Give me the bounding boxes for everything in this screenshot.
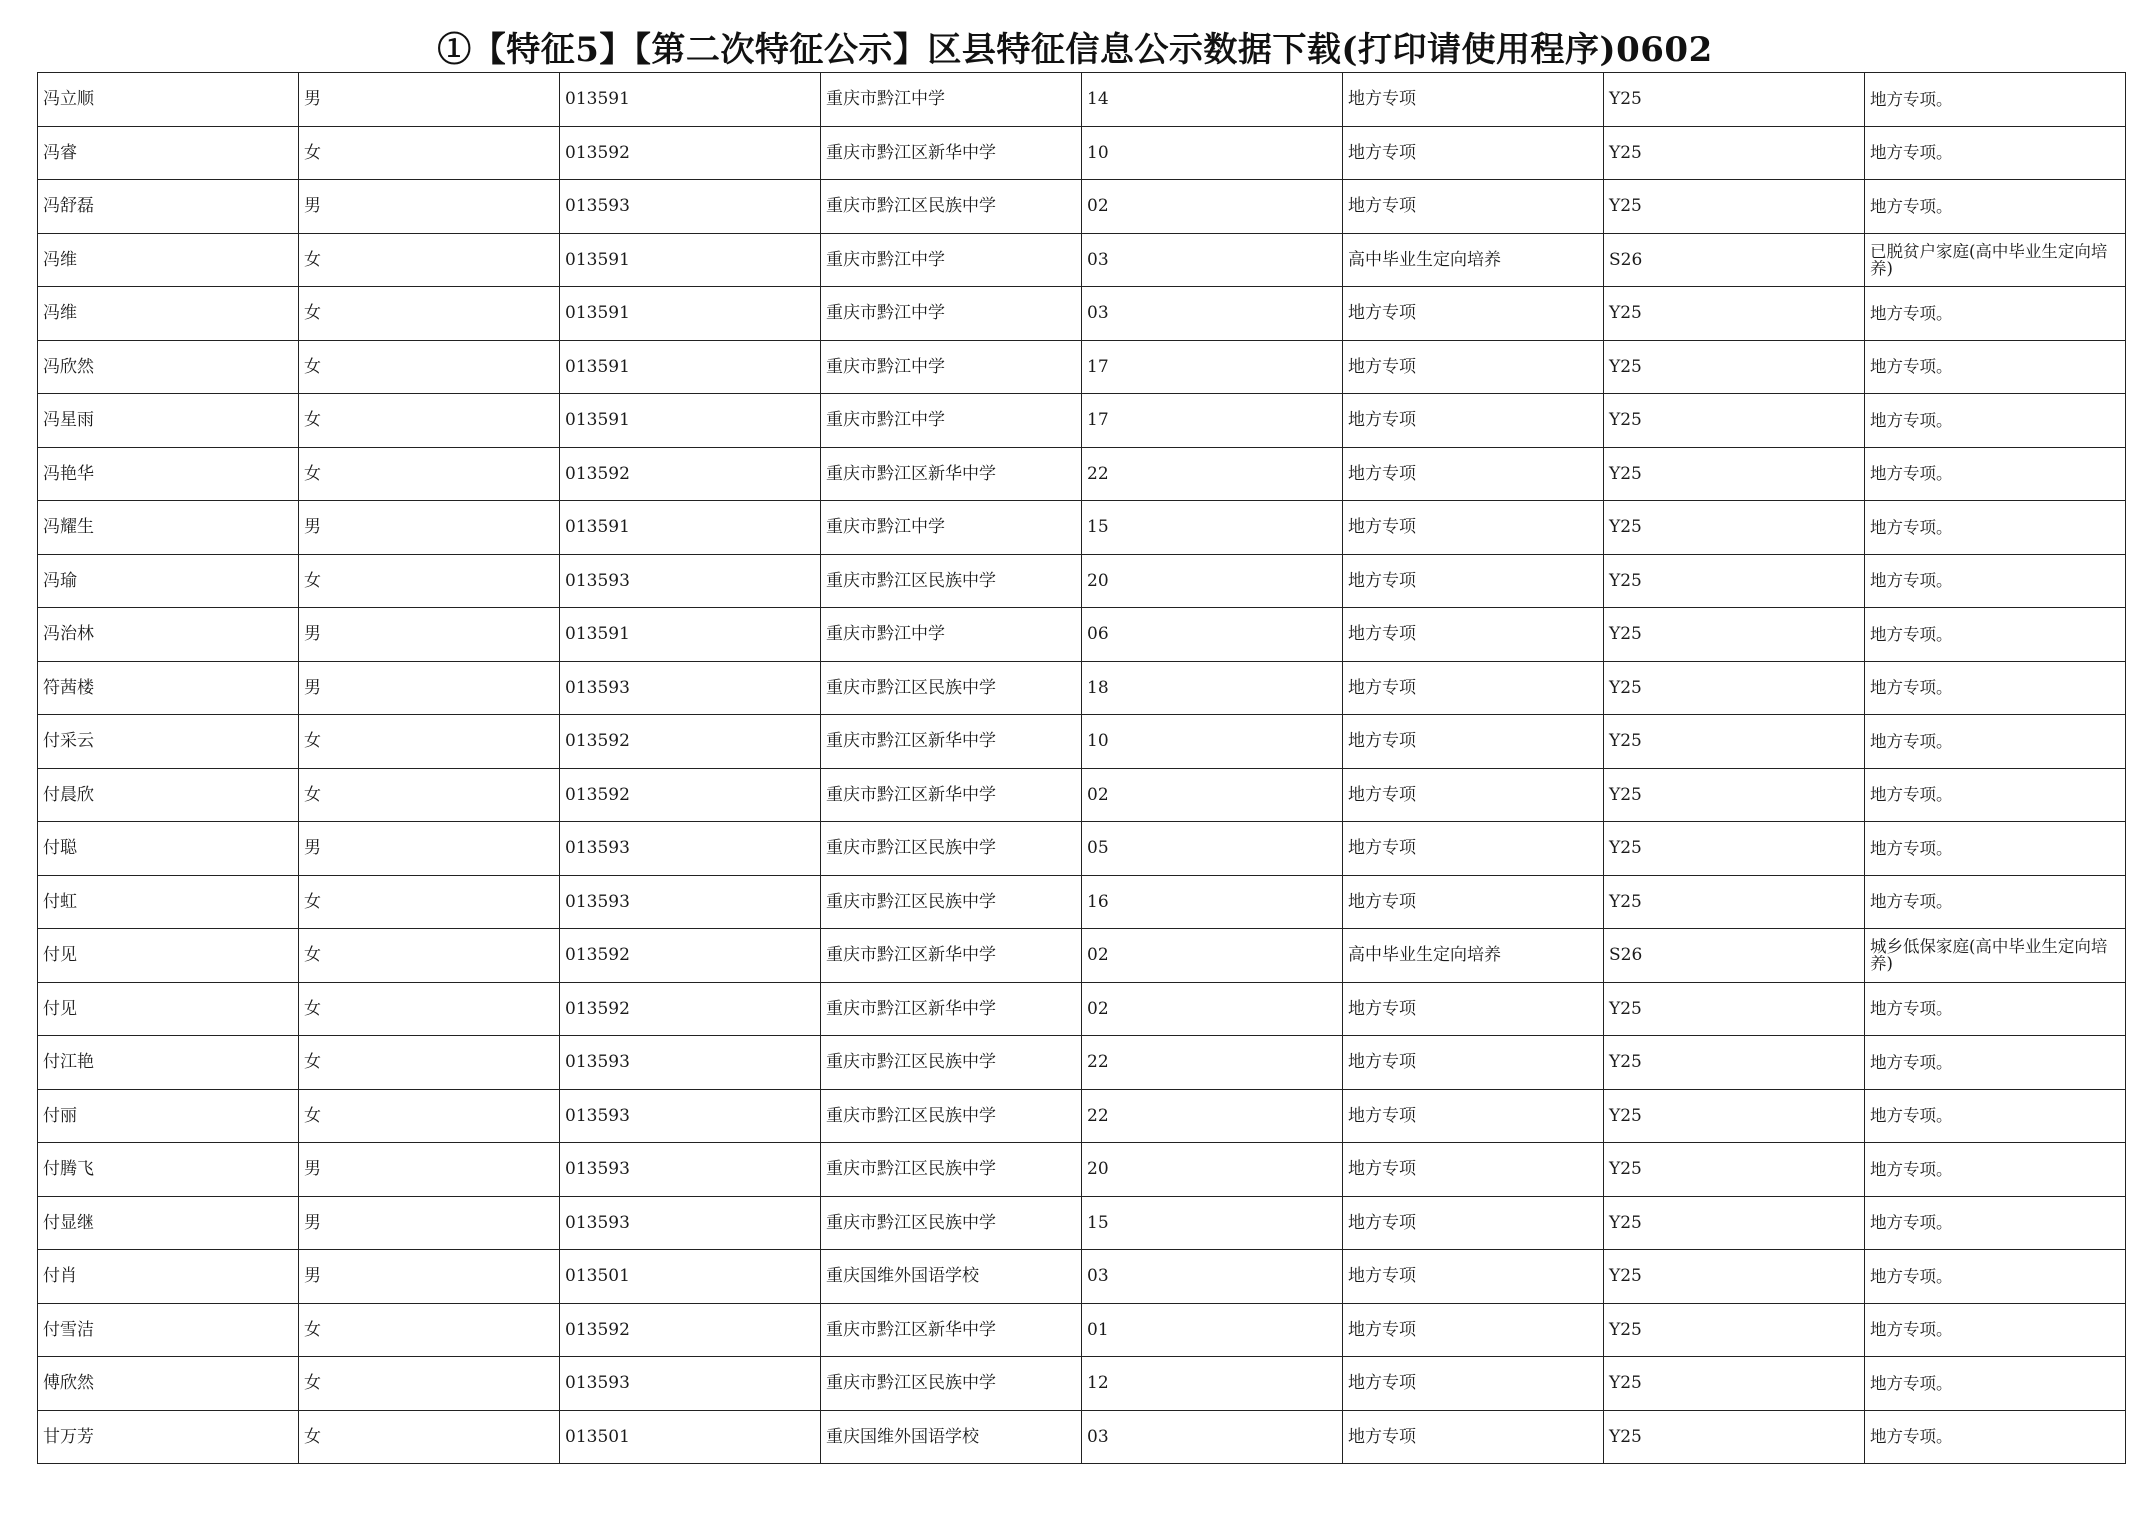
class-cell: 03 bbox=[1082, 1250, 1343, 1304]
category-code-cell: Y25 bbox=[1604, 1196, 1865, 1250]
school-name-cell: 重庆市黔江中学 bbox=[821, 501, 1082, 555]
note-cell: 地方专项。 bbox=[1865, 982, 2126, 1036]
gender-cell: 女 bbox=[299, 715, 560, 769]
school-name-cell: 重庆市黔江中学 bbox=[821, 233, 1082, 287]
school-code-cell: 013591 bbox=[560, 340, 821, 394]
name-cell: 付采云 bbox=[38, 715, 299, 769]
school-code-cell: 013593 bbox=[560, 1357, 821, 1411]
class-cell: 03 bbox=[1082, 287, 1343, 341]
class-cell: 18 bbox=[1082, 661, 1343, 715]
category-code-cell: Y25 bbox=[1604, 608, 1865, 662]
school-name-cell: 重庆市黔江区民族中学 bbox=[821, 1196, 1082, 1250]
table-row bbox=[38, 929, 2126, 983]
category-cell: 地方专项 bbox=[1343, 715, 1604, 769]
note-cell: 地方专项。 bbox=[1865, 1410, 2126, 1464]
note-cell: 地方专项。 bbox=[1865, 394, 2126, 448]
school-code-cell: 013501 bbox=[560, 1250, 821, 1304]
school-code-cell: 013593 bbox=[560, 661, 821, 715]
name-cell: 付聪 bbox=[38, 822, 299, 876]
table-row bbox=[38, 394, 2126, 448]
class-cell: 10 bbox=[1082, 715, 1343, 769]
category-code-cell: Y25 bbox=[1604, 875, 1865, 929]
category-cell: 地方专项 bbox=[1343, 126, 1604, 180]
table-row bbox=[38, 1357, 2126, 1411]
class-cell: 22 bbox=[1082, 1036, 1343, 1090]
category-cell: 地方专项 bbox=[1343, 1410, 1604, 1464]
class-cell: 02 bbox=[1082, 929, 1343, 983]
school-name-cell: 重庆市黔江中学 bbox=[821, 340, 1082, 394]
note-cell: 地方专项。 bbox=[1865, 180, 2126, 234]
table-row bbox=[38, 126, 2126, 180]
category-code-cell: Y25 bbox=[1604, 1143, 1865, 1197]
category-cell: 地方专项 bbox=[1343, 1250, 1604, 1304]
school-name-cell: 重庆市黔江中学 bbox=[821, 394, 1082, 448]
table-row bbox=[38, 554, 2126, 608]
gender-cell: 女 bbox=[299, 1410, 560, 1464]
name-cell: 付见 bbox=[38, 929, 299, 983]
category-cell: 地方专项 bbox=[1343, 73, 1604, 127]
school-code-cell: 013593 bbox=[560, 1196, 821, 1250]
class-cell: 22 bbox=[1082, 447, 1343, 501]
name-cell: 冯睿 bbox=[38, 126, 299, 180]
gender-cell: 女 bbox=[299, 233, 560, 287]
category-cell: 地方专项 bbox=[1343, 1357, 1604, 1411]
school-code-cell: 013501 bbox=[560, 1410, 821, 1464]
category-code-cell: Y25 bbox=[1604, 1303, 1865, 1357]
name-cell: 符茜楼 bbox=[38, 661, 299, 715]
school-name-cell: 重庆市黔江区民族中学 bbox=[821, 661, 1082, 715]
category-cell: 地方专项 bbox=[1343, 394, 1604, 448]
table-row bbox=[38, 875, 2126, 929]
table-row bbox=[38, 715, 2126, 769]
roster-body bbox=[38, 73, 2126, 1464]
school-code-cell: 013592 bbox=[560, 715, 821, 769]
category-code-cell: Y25 bbox=[1604, 822, 1865, 876]
category-cell: 地方专项 bbox=[1343, 1036, 1604, 1090]
category-code-cell: Y25 bbox=[1604, 126, 1865, 180]
class-cell: 03 bbox=[1082, 233, 1343, 287]
school-code-cell: 013591 bbox=[560, 608, 821, 662]
name-cell: 冯维 bbox=[38, 287, 299, 341]
school-code-cell: 013593 bbox=[560, 822, 821, 876]
school-name-cell: 重庆国维外国语学校 bbox=[821, 1250, 1082, 1304]
category-cell: 地方专项 bbox=[1343, 554, 1604, 608]
table-row bbox=[38, 287, 2126, 341]
note-cell: 地方专项。 bbox=[1865, 447, 2126, 501]
table-row bbox=[38, 1089, 2126, 1143]
note-cell: 城乡低保家庭(高中毕业生定向培养) bbox=[1865, 929, 2126, 983]
note-cell: 地方专项。 bbox=[1865, 554, 2126, 608]
table-row bbox=[38, 1036, 2126, 1090]
school-code-cell: 013593 bbox=[560, 875, 821, 929]
name-cell: 付雪洁 bbox=[38, 1303, 299, 1357]
gender-cell: 男 bbox=[299, 822, 560, 876]
class-cell: 20 bbox=[1082, 554, 1343, 608]
school-name-cell: 重庆市黔江区新华中学 bbox=[821, 126, 1082, 180]
gender-cell: 男 bbox=[299, 1143, 560, 1197]
school-code-cell: 013592 bbox=[560, 982, 821, 1036]
name-cell: 付江艳 bbox=[38, 1036, 299, 1090]
gender-cell: 女 bbox=[299, 768, 560, 822]
name-cell: 冯耀生 bbox=[38, 501, 299, 555]
note-cell: 地方专项。 bbox=[1865, 768, 2126, 822]
note-cell: 地方专项。 bbox=[1865, 1250, 2126, 1304]
gender-cell: 男 bbox=[299, 661, 560, 715]
name-cell: 冯瑜 bbox=[38, 554, 299, 608]
gender-cell: 女 bbox=[299, 126, 560, 180]
school-name-cell: 重庆市黔江区民族中学 bbox=[821, 875, 1082, 929]
school-code-cell: 013591 bbox=[560, 233, 821, 287]
school-name-cell: 重庆市黔江区新华中学 bbox=[821, 447, 1082, 501]
category-cell: 地方专项 bbox=[1343, 1143, 1604, 1197]
gender-cell: 女 bbox=[299, 929, 560, 983]
name-cell: 冯立顺 bbox=[38, 73, 299, 127]
school-code-cell: 013592 bbox=[560, 1303, 821, 1357]
school-code-cell: 013593 bbox=[560, 1143, 821, 1197]
school-name-cell: 重庆市黔江区民族中学 bbox=[821, 180, 1082, 234]
class-cell: 16 bbox=[1082, 875, 1343, 929]
gender-cell: 男 bbox=[299, 73, 560, 127]
school-code-cell: 013592 bbox=[560, 126, 821, 180]
note-cell: 地方专项。 bbox=[1865, 1143, 2126, 1197]
school-code-cell: 013593 bbox=[560, 554, 821, 608]
school-name-cell: 重庆市黔江区民族中学 bbox=[821, 1357, 1082, 1411]
school-code-cell: 013591 bbox=[560, 394, 821, 448]
school-name-cell: 重庆市黔江中学 bbox=[821, 73, 1082, 127]
category-code-cell: Y25 bbox=[1604, 180, 1865, 234]
class-cell: 14 bbox=[1082, 73, 1343, 127]
category-cell: 地方专项 bbox=[1343, 661, 1604, 715]
class-cell: 05 bbox=[1082, 822, 1343, 876]
gender-cell: 女 bbox=[299, 287, 560, 341]
category-cell: 地方专项 bbox=[1343, 1303, 1604, 1357]
category-code-cell: Y25 bbox=[1604, 768, 1865, 822]
category-code-cell: S26 bbox=[1604, 233, 1865, 287]
name-cell: 冯维 bbox=[38, 233, 299, 287]
table-row bbox=[38, 73, 2126, 127]
table-row bbox=[38, 340, 2126, 394]
class-cell: 01 bbox=[1082, 1303, 1343, 1357]
page-title: ①【特征5】【第二次特征公示】区县特征信息公示数据下载(打印请使用程序)0602 bbox=[437, 30, 1713, 70]
school-name-cell: 重庆市黔江区新华中学 bbox=[821, 715, 1082, 769]
note-cell: 地方专项。 bbox=[1865, 608, 2126, 662]
note-cell: 地方专项。 bbox=[1865, 715, 2126, 769]
school-name-cell: 重庆市黔江区新华中学 bbox=[821, 929, 1082, 983]
class-cell: 12 bbox=[1082, 1357, 1343, 1411]
class-cell: 03 bbox=[1082, 1410, 1343, 1464]
category-cell: 高中毕业生定向培养 bbox=[1343, 233, 1604, 287]
school-code-cell: 013591 bbox=[560, 287, 821, 341]
note-cell: 地方专项。 bbox=[1865, 126, 2126, 180]
category-code-cell: Y25 bbox=[1604, 661, 1865, 715]
school-name-cell: 重庆市黔江区民族中学 bbox=[821, 822, 1082, 876]
category-code-cell: Y25 bbox=[1604, 287, 1865, 341]
note-cell: 地方专项。 bbox=[1865, 340, 2126, 394]
note-cell: 地方专项。 bbox=[1865, 501, 2126, 555]
category-code-cell: Y25 bbox=[1604, 394, 1865, 448]
category-code-cell: Y25 bbox=[1604, 1036, 1865, 1090]
name-cell: 付显继 bbox=[38, 1196, 299, 1250]
note-cell: 地方专项。 bbox=[1865, 1357, 2126, 1411]
gender-cell: 女 bbox=[299, 1089, 560, 1143]
name-cell: 冯艳华 bbox=[38, 447, 299, 501]
school-name-cell: 重庆市黔江区民族中学 bbox=[821, 1036, 1082, 1090]
category-cell: 地方专项 bbox=[1343, 768, 1604, 822]
category-cell: 地方专项 bbox=[1343, 608, 1604, 662]
gender-cell: 女 bbox=[299, 554, 560, 608]
school-name-cell: 重庆市黔江中学 bbox=[821, 608, 1082, 662]
name-cell: 付虹 bbox=[38, 875, 299, 929]
note-cell: 地方专项。 bbox=[1865, 73, 2126, 127]
table-row bbox=[38, 768, 2126, 822]
class-cell: 02 bbox=[1082, 982, 1343, 1036]
class-cell: 17 bbox=[1082, 394, 1343, 448]
class-cell: 02 bbox=[1082, 768, 1343, 822]
name-cell: 傅欣然 bbox=[38, 1357, 299, 1411]
name-cell: 甘万芳 bbox=[38, 1410, 299, 1464]
category-cell: 地方专项 bbox=[1343, 1196, 1604, 1250]
school-code-cell: 013592 bbox=[560, 768, 821, 822]
gender-cell: 女 bbox=[299, 394, 560, 448]
category-cell: 高中毕业生定向培养 bbox=[1343, 929, 1604, 983]
category-code-cell: Y25 bbox=[1604, 1089, 1865, 1143]
table-row bbox=[38, 1303, 2126, 1357]
school-name-cell: 重庆市黔江区新华中学 bbox=[821, 768, 1082, 822]
gender-cell: 女 bbox=[299, 1303, 560, 1357]
table-row bbox=[38, 1143, 2126, 1197]
category-cell: 地方专项 bbox=[1343, 447, 1604, 501]
category-cell: 地方专项 bbox=[1343, 982, 1604, 1036]
school-name-cell: 重庆市黔江区新华中学 bbox=[821, 982, 1082, 1036]
gender-cell: 女 bbox=[299, 340, 560, 394]
category-code-cell: S26 bbox=[1604, 929, 1865, 983]
class-cell: 20 bbox=[1082, 1143, 1343, 1197]
category-code-cell: Y25 bbox=[1604, 715, 1865, 769]
category-cell: 地方专项 bbox=[1343, 180, 1604, 234]
gender-cell: 男 bbox=[299, 1250, 560, 1304]
table-row bbox=[38, 1410, 2126, 1464]
table-row bbox=[38, 233, 2126, 287]
note-cell: 地方专项。 bbox=[1865, 1303, 2126, 1357]
note-cell: 已脱贫户家庭(高中毕业生定向培养) bbox=[1865, 233, 2126, 287]
name-cell: 付肖 bbox=[38, 1250, 299, 1304]
note-cell: 地方专项。 bbox=[1865, 287, 2126, 341]
school-code-cell: 013592 bbox=[560, 447, 821, 501]
gender-cell: 女 bbox=[299, 982, 560, 1036]
school-code-cell: 013592 bbox=[560, 929, 821, 983]
school-name-cell: 重庆国维外国语学校 bbox=[821, 1410, 1082, 1464]
category-cell: 地方专项 bbox=[1343, 340, 1604, 394]
class-cell: 15 bbox=[1082, 1196, 1343, 1250]
gender-cell: 女 bbox=[299, 1357, 560, 1411]
gender-cell: 男 bbox=[299, 608, 560, 662]
table-row bbox=[38, 1196, 2126, 1250]
category-cell: 地方专项 bbox=[1343, 287, 1604, 341]
table-row bbox=[38, 447, 2126, 501]
note-cell: 地方专项。 bbox=[1865, 822, 2126, 876]
table-row bbox=[38, 982, 2126, 1036]
name-cell: 付丽 bbox=[38, 1089, 299, 1143]
category-code-cell: Y25 bbox=[1604, 340, 1865, 394]
category-cell: 地方专项 bbox=[1343, 875, 1604, 929]
category-code-cell: Y25 bbox=[1604, 1357, 1865, 1411]
name-cell: 冯欣然 bbox=[38, 340, 299, 394]
category-cell: 地方专项 bbox=[1343, 1089, 1604, 1143]
name-cell: 冯舒磊 bbox=[38, 180, 299, 234]
category-code-cell: Y25 bbox=[1604, 73, 1865, 127]
table-row bbox=[38, 1250, 2126, 1304]
class-cell: 22 bbox=[1082, 1089, 1343, 1143]
gender-cell: 男 bbox=[299, 501, 560, 555]
table-row bbox=[38, 180, 2126, 234]
name-cell: 冯星雨 bbox=[38, 394, 299, 448]
category-code-cell: Y25 bbox=[1604, 447, 1865, 501]
name-cell: 付见 bbox=[38, 982, 299, 1036]
table-row bbox=[38, 661, 2126, 715]
name-cell: 付晨欣 bbox=[38, 768, 299, 822]
gender-cell: 女 bbox=[299, 1036, 560, 1090]
school-name-cell: 重庆市黔江中学 bbox=[821, 287, 1082, 341]
gender-cell: 女 bbox=[299, 875, 560, 929]
table-row bbox=[38, 608, 2126, 662]
table-row bbox=[38, 501, 2126, 555]
category-code-cell: Y25 bbox=[1604, 554, 1865, 608]
class-cell: 10 bbox=[1082, 126, 1343, 180]
school-code-cell: 013593 bbox=[560, 1036, 821, 1090]
school-code-cell: 013593 bbox=[560, 1089, 821, 1143]
name-cell: 付腾飞 bbox=[38, 1143, 299, 1197]
school-name-cell: 重庆市黔江区民族中学 bbox=[821, 1089, 1082, 1143]
note-cell: 地方专项。 bbox=[1865, 661, 2126, 715]
school-code-cell: 013593 bbox=[560, 180, 821, 234]
category-cell: 地方专项 bbox=[1343, 501, 1604, 555]
class-cell: 17 bbox=[1082, 340, 1343, 394]
gender-cell: 男 bbox=[299, 180, 560, 234]
class-cell: 06 bbox=[1082, 608, 1343, 662]
gender-cell: 男 bbox=[299, 1196, 560, 1250]
roster-table bbox=[37, 72, 2126, 1464]
note-cell: 地方专项。 bbox=[1865, 1196, 2126, 1250]
category-code-cell: Y25 bbox=[1604, 1410, 1865, 1464]
school-code-cell: 013591 bbox=[560, 501, 821, 555]
note-cell: 地方专项。 bbox=[1865, 1036, 2126, 1090]
gender-cell: 女 bbox=[299, 447, 560, 501]
category-cell: 地方专项 bbox=[1343, 822, 1604, 876]
table-row bbox=[38, 822, 2126, 876]
school-name-cell: 重庆市黔江区民族中学 bbox=[821, 1143, 1082, 1197]
note-cell: 地方专项。 bbox=[1865, 875, 2126, 929]
category-code-cell: Y25 bbox=[1604, 501, 1865, 555]
note-cell: 地方专项。 bbox=[1865, 1089, 2126, 1143]
class-cell: 15 bbox=[1082, 501, 1343, 555]
category-code-cell: Y25 bbox=[1604, 1250, 1865, 1304]
name-cell: 冯治林 bbox=[38, 608, 299, 662]
school-name-cell: 重庆市黔江区民族中学 bbox=[821, 554, 1082, 608]
class-cell: 02 bbox=[1082, 180, 1343, 234]
school-name-cell: 重庆市黔江区新华中学 bbox=[821, 1303, 1082, 1357]
school-code-cell: 013591 bbox=[560, 73, 821, 127]
category-code-cell: Y25 bbox=[1604, 982, 1865, 1036]
